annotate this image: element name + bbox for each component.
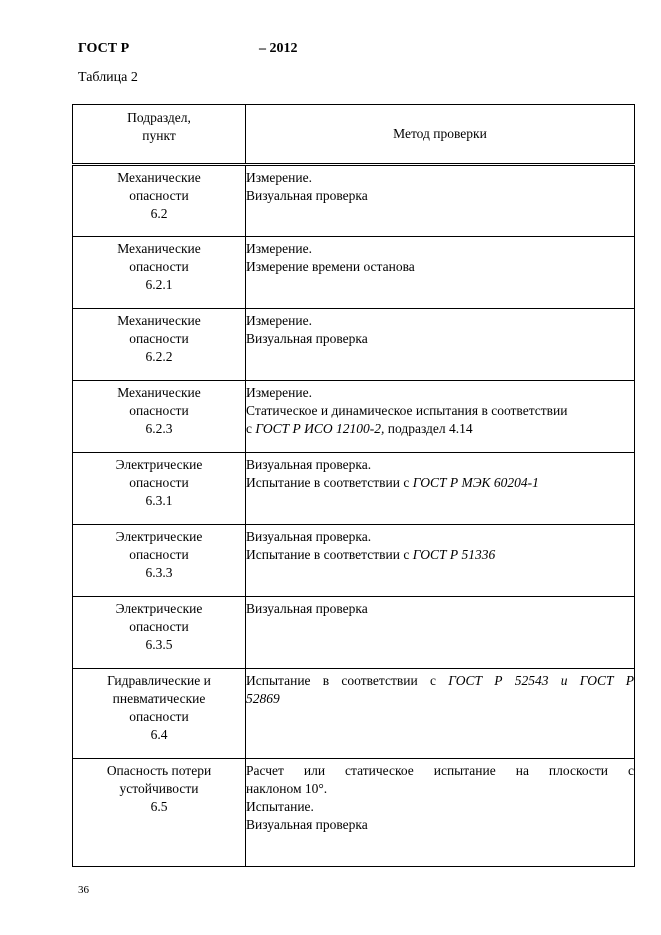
standard-reference: ГОСТ Р ИСО 12100-2, [255,421,385,436]
method-line: Измерение. [246,385,312,400]
table-row [73,525,635,597]
table-header-row [73,105,635,165]
subsection-cell [73,669,246,759]
subsection-line: опасности [129,709,189,724]
column-header-subsection-line1: Подраздел, [127,110,191,125]
subsection-line: опасности [129,403,189,418]
standard-reference: ГОСТ Р 51336 [412,547,496,562]
standard-reference: ГОСТ Р 52543 и ГОСТ Р [448,673,634,688]
method-cell [246,453,635,525]
subsection-number: 6.3.3 [145,565,173,580]
subsection-line: опасности [129,331,189,346]
method-cell [246,525,635,597]
subsection-line: устойчивости [119,781,199,796]
method-text: Испытание в соответствии с [246,673,449,688]
subsection-cell [73,381,246,453]
table-caption: Таблица 2 [78,70,138,85]
subsection-line: опасности [129,547,189,562]
method-line [246,672,634,690]
subsection-number: 6.3.5 [145,637,173,652]
method-cell [246,237,635,309]
subsection-line: опасности [129,619,189,634]
page-number: 36 [78,884,89,896]
method-cell [246,165,635,237]
method-line: Расчет или статическое испытание на плоскости с [246,763,634,778]
method-line: Измерение времени останова [246,259,415,274]
subsection-line: опасности [129,188,189,203]
subsection-number: 6.4 [150,727,168,742]
method-line [246,420,634,438]
method-line: Визуальная проверка [246,331,368,346]
document-code: ГОСТ Р [78,41,130,56]
subsection-line: Гидравлические и [107,673,211,688]
subsection-line: Электрические [115,457,203,472]
table-row [73,381,635,453]
method-line: Визуальная проверка [246,601,368,616]
column-header-method: Метод проверки [246,105,635,165]
table-row [73,669,635,759]
column-header-subsection [73,105,246,165]
method-line: Испытание. [246,799,314,814]
table-row [73,309,635,381]
subsection-cell [73,597,246,669]
subsection-line: опасности [129,475,189,490]
table-row [73,453,635,525]
method-cell [246,381,635,453]
method-line: Визуальная проверка. [246,529,372,544]
subsection-cell [73,165,246,237]
method-cell [246,669,635,759]
method-line [246,546,634,564]
subsection-cell [73,525,246,597]
subsection-number: 6.2.3 [145,421,173,436]
method-text: подраздел 4.14 [384,421,473,436]
column-header-subsection-line2: пункт [142,128,176,143]
method-cell [246,597,635,669]
subsection-cell [73,309,246,381]
table-row [73,759,635,867]
method-text: Испытание в соответствии с [246,547,413,562]
method-line: Статическое и динамическое испытания в соответствии [246,403,568,418]
subsection-line: Механические [117,170,201,185]
table-row [73,165,635,237]
subsection-line: Механические [117,241,201,256]
table-row [73,597,635,669]
method-line: Визуальная проверка [246,817,368,832]
method-line: наклоном 10°. [246,781,328,796]
method-line: Визуальная проверка [246,188,368,203]
subsection-number: 6.5 [150,799,168,814]
subsection-line: Электрические [115,529,203,544]
standard-reference: 52869 [246,691,280,706]
document-year: – 2012 [259,41,298,56]
method-line: Измерение. [246,241,312,256]
subsection-number: 6.3.1 [145,493,173,508]
method-line: Визуальная проверка. [246,457,372,472]
method-text: Испытание в соответствии с [246,475,413,490]
table-row [73,237,635,309]
standard-reference: ГОСТ Р МЭК 60204-1 [412,475,539,490]
subsection-line: Электрические [115,601,203,616]
method-line [246,474,634,492]
subsection-line: Механические [117,313,201,328]
method-cell [246,759,635,867]
subsection-line: опасности [129,259,189,274]
method-text: с [246,421,256,436]
subsection-cell [73,759,246,867]
verification-methods-table [72,104,635,867]
method-line: Измерение. [246,313,312,328]
subsection-number: 6.2.2 [145,349,173,364]
subsection-number: 6.2 [150,206,168,221]
subsection-line: Механические [117,385,201,400]
subsection-line: пневматические [112,691,206,706]
subsection-cell [73,453,246,525]
subsection-number: 6.2.1 [145,277,173,292]
method-line: Измерение. [246,170,312,185]
subsection-cell [73,237,246,309]
subsection-line: Опасность потери [106,763,212,778]
method-cell [246,309,635,381]
